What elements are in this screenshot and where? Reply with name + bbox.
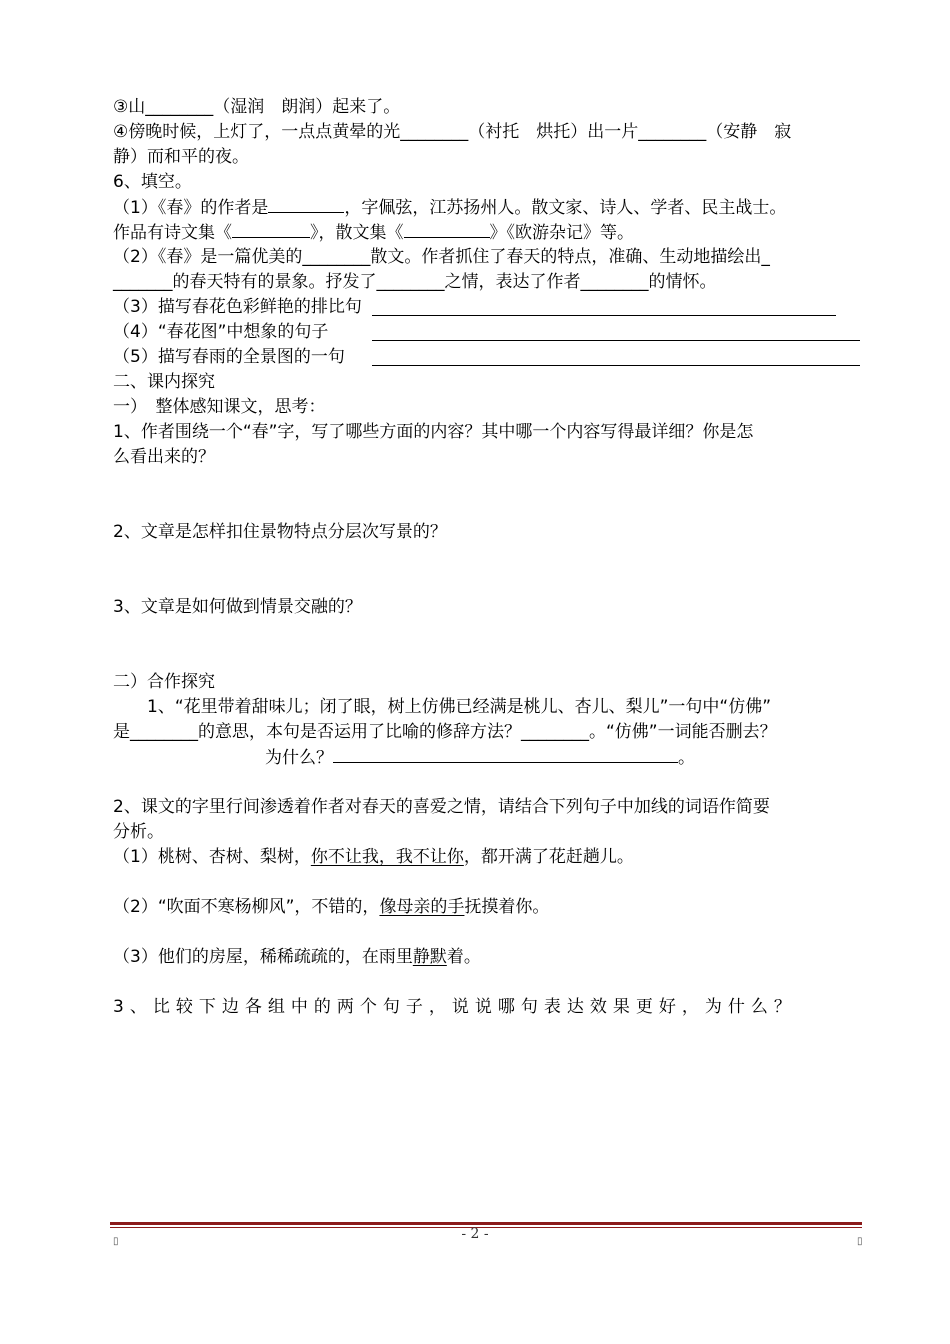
line-parallel: （3）描写春花色彩鲜艳的排比句 <box>113 297 362 317</box>
text: （1）桃树、杏树、梨树， <box>113 847 311 867</box>
blank <box>333 746 678 763</box>
text: 抚摸着你。 <box>464 897 550 917</box>
text: （3）他们的房屋，稀稀疏疏的，在雨里 <box>113 947 413 967</box>
why-line <box>265 746 695 769</box>
line-author <box>113 196 786 219</box>
line-scene: _______的春天特有的景象。抒发了________之情，表达了作者________的情怀。 <box>113 272 717 292</box>
line-shan: ③山________（湿润 朗润）起来了。 <box>113 97 401 117</box>
text: ，字佩弦，江苏扬州人。散文家、诗人、学者、民主战士。 <box>344 198 787 218</box>
text: 着。 <box>446 947 481 967</box>
underlined-phrase: 静默 <box>412 947 447 967</box>
sentence-3 <box>113 946 481 968</box>
answer-line <box>372 365 860 366</box>
question-1-cont: 么看出来的？ <box>113 447 215 467</box>
text: （2）“吹面不寒杨柳风”，不错的， <box>113 897 380 917</box>
question-2: 2、文章是怎样扣住景物特点分层次写景的？ <box>113 522 447 542</box>
answer-line <box>372 315 836 316</box>
coop-question-3: 3、比较下边各组中的两个句子，说说哪句表达效果更好，为什么？ <box>113 997 797 1017</box>
sentence-2 <box>113 896 549 918</box>
footer-left-mark: ▯ <box>113 1236 119 1247</box>
line-jing: 静）而和平的夜。 <box>113 147 249 167</box>
text: 为什么？ <box>265 748 333 768</box>
line-rain: （5）描写春雨的全景图的一句 <box>113 347 345 367</box>
coop-question-1: 1、“花里带着甜味儿；闭了眼，树上仿佛已经满是桃儿、杏儿、梨儿”一句中“仿佛” <box>113 697 772 717</box>
answer-line <box>372 340 860 341</box>
footer-rule <box>110 1222 862 1225</box>
subheading-cooperate: 二）合作探究 <box>113 672 215 692</box>
blank <box>404 221 490 238</box>
blank <box>268 196 344 213</box>
underlined-phrase: 你不让我，我不让你 <box>310 847 464 867</box>
text: （1）《春》的作者是 <box>113 198 269 218</box>
blank <box>232 221 310 238</box>
line-prose: （2）《春》是一篇优美的________散文。作者抓住了春天的特点，准确、生动地描绘出_ <box>113 247 770 267</box>
underlined-phrase: 像母亲的手 <box>379 897 465 917</box>
line-imagine: （4）“春花图”中想象的句子 <box>113 322 329 342</box>
coop-question-2-cont: 分析。 <box>113 822 164 842</box>
text: 》，散文集《 <box>310 223 404 243</box>
question-1: 1、作者围绕一个“春”字，写了哪些方面的内容？其中哪一个内容写得最详细？你是怎 <box>113 422 754 442</box>
text: 。 <box>678 748 695 768</box>
text: 》《欧游杂记》等。 <box>489 223 634 243</box>
coop-question-2: 2、课文的字里行间渗透着作者对春天的喜爱之情，请结合下列句子中加线的词语作简要 <box>113 797 770 817</box>
text: 作品有诗文集《 <box>113 223 232 243</box>
page-number: - 2 - <box>461 1226 489 1242</box>
subheading-overall: 一） 整体感知课文，思考： <box>113 397 326 417</box>
question-3: 3、文章是如何做到情景交融的？ <box>113 597 362 617</box>
section-heading-fill: 6、填空。 <box>113 172 192 192</box>
text: ，都开满了花赶趟儿。 <box>463 847 634 867</box>
coop-question-1-cont: 是________的意思，本句是否运用了比喻的修辞方法？________。“仿佛”一词能否删去？ <box>113 722 777 742</box>
section-heading-explore: 二、课内探究 <box>113 372 215 392</box>
line-bangwan: ④傍晚时候，上灯了，一点点黄晕的光________（衬托 烘托）出一片________（安静 寂 <box>113 122 792 142</box>
footer-right-mark: ▯ <box>857 1236 863 1247</box>
sentence-1 <box>113 846 634 868</box>
line-works <box>113 221 634 244</box>
